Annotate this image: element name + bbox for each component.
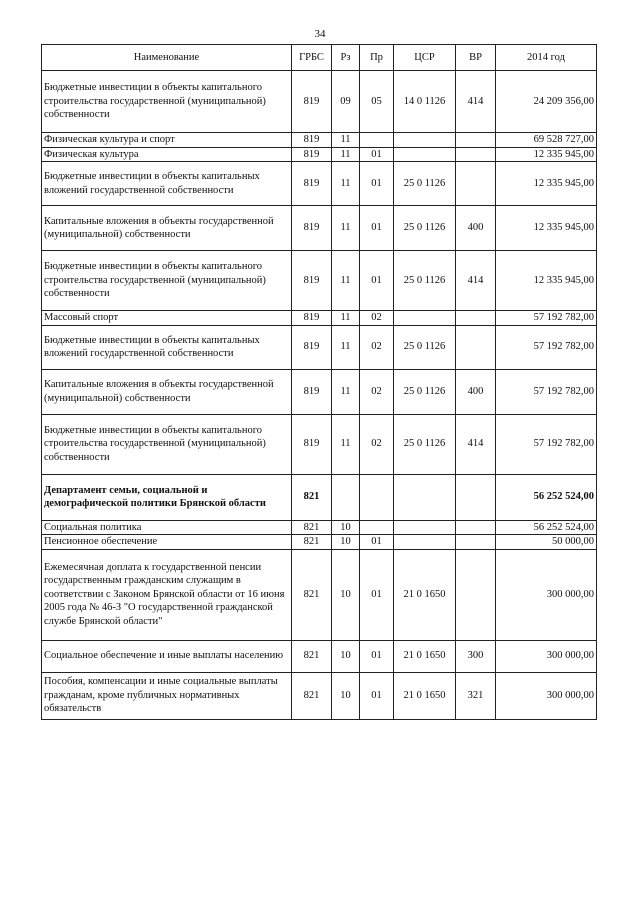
row-name: Социальная политика bbox=[42, 520, 292, 535]
row-vr: 414 bbox=[456, 414, 496, 474]
row-csr: 25 0 1126 bbox=[394, 325, 456, 369]
row-grbs: 819 bbox=[292, 414, 332, 474]
row-csr: 25 0 1126 bbox=[394, 162, 456, 206]
table-row bbox=[42, 133, 597, 148]
row-grbs: 819 bbox=[292, 162, 332, 206]
row-vr: 300 bbox=[456, 640, 496, 672]
row-pr: 01 bbox=[360, 251, 394, 311]
row-pr bbox=[360, 520, 394, 535]
row-vr bbox=[456, 474, 496, 520]
row-rz bbox=[332, 474, 360, 520]
row-grbs: 819 bbox=[292, 133, 332, 148]
row-pr: 02 bbox=[360, 325, 394, 369]
row-pr: 01 bbox=[360, 535, 394, 550]
row-grbs: 819 bbox=[292, 311, 332, 326]
row-csr: 25 0 1126 bbox=[394, 369, 456, 414]
table-row bbox=[42, 71, 597, 133]
row-pr: 02 bbox=[360, 414, 394, 474]
row-pr: 01 bbox=[360, 206, 394, 251]
row-csr: 21 0 1650 bbox=[394, 549, 456, 640]
table-row bbox=[42, 147, 597, 162]
row-name: Массовый спорт bbox=[42, 311, 292, 326]
row-csr: 21 0 1650 bbox=[394, 640, 456, 672]
row-vr bbox=[456, 133, 496, 148]
row-grbs: 819 bbox=[292, 206, 332, 251]
header-csr: ЦСР bbox=[394, 45, 456, 71]
row-amount: 50 000,00 bbox=[496, 535, 597, 550]
header-vr: ВР bbox=[456, 45, 496, 71]
row-name: Физическая культура и спорт bbox=[42, 133, 292, 148]
row-pr: 01 bbox=[360, 147, 394, 162]
row-csr bbox=[394, 520, 456, 535]
row-vr bbox=[456, 311, 496, 326]
row-rz: 10 bbox=[332, 535, 360, 550]
row-name: Бюджетные инвестиции в объекты капитального строительства государственной (муниципальной) собственности bbox=[42, 414, 292, 474]
row-name: Капитальные вложения в объекты государственной (муниципальной) собственности bbox=[42, 369, 292, 414]
row-grbs: 819 bbox=[292, 147, 332, 162]
row-name: Социальное обеспечение и иные выплаты населению bbox=[42, 640, 292, 672]
row-csr bbox=[394, 474, 456, 520]
row-amount: 57 192 782,00 bbox=[496, 311, 597, 326]
row-amount: 57 192 782,00 bbox=[496, 325, 597, 369]
row-name: Физическая культура bbox=[42, 147, 292, 162]
table-row bbox=[42, 474, 597, 520]
row-vr bbox=[456, 325, 496, 369]
row-rz: 11 bbox=[332, 311, 360, 326]
row-name: Департамент семьи, социальной и демографической политики Брянской области bbox=[42, 474, 292, 520]
row-grbs: 821 bbox=[292, 520, 332, 535]
row-amount: 300 000,00 bbox=[496, 640, 597, 672]
row-grbs: 819 bbox=[292, 71, 332, 133]
row-amount: 24 209 356,00 bbox=[496, 71, 597, 133]
row-name: Бюджетные инвестиции в объекты капитального строительства государственной (муниципальной) собственности bbox=[42, 251, 292, 311]
row-rz: 11 bbox=[332, 369, 360, 414]
header-year: 2014 год bbox=[496, 45, 597, 71]
row-vr bbox=[456, 520, 496, 535]
row-csr: 21 0 1650 bbox=[394, 672, 456, 719]
row-name: Пенсионное обеспечение bbox=[42, 535, 292, 550]
row-grbs: 821 bbox=[292, 640, 332, 672]
row-grbs: 821 bbox=[292, 549, 332, 640]
table-row bbox=[42, 325, 597, 369]
row-csr: 25 0 1126 bbox=[394, 414, 456, 474]
row-pr: 01 bbox=[360, 162, 394, 206]
row-pr: 01 bbox=[360, 640, 394, 672]
header-name: Наименование bbox=[42, 45, 292, 71]
row-amount: 12 335 945,00 bbox=[496, 147, 597, 162]
header-rz: Рз bbox=[332, 45, 360, 71]
row-grbs: 819 bbox=[292, 369, 332, 414]
table-header-row bbox=[42, 45, 597, 71]
row-pr bbox=[360, 133, 394, 148]
row-amount: 12 335 945,00 bbox=[496, 162, 597, 206]
row-vr: 400 bbox=[456, 206, 496, 251]
row-csr: 25 0 1126 bbox=[394, 206, 456, 251]
row-rz: 11 bbox=[332, 325, 360, 369]
row-csr bbox=[394, 311, 456, 326]
row-rz: 10 bbox=[332, 672, 360, 719]
row-rz: 11 bbox=[332, 251, 360, 311]
row-grbs: 821 bbox=[292, 535, 332, 550]
row-pr: 02 bbox=[360, 311, 394, 326]
table-row bbox=[42, 251, 597, 311]
row-name: Бюджетные инвестиции в объекты капитальных вложений государственной собственности bbox=[42, 325, 292, 369]
table-row bbox=[42, 535, 597, 550]
header-pr: Пр bbox=[360, 45, 394, 71]
table-row bbox=[42, 640, 597, 672]
row-name: Ежемесячная доплата к государственной пенсии государственным гражданским служащим в соответствии с Законом Брянской области от 16 июня 2005 года № 46-З "О государственной гражданской службе Брянской области" bbox=[42, 549, 292, 640]
table-row bbox=[42, 549, 597, 640]
row-pr: 01 bbox=[360, 549, 394, 640]
row-vr bbox=[456, 549, 496, 640]
row-vr: 414 bbox=[456, 71, 496, 133]
row-rz: 11 bbox=[332, 206, 360, 251]
row-pr: 02 bbox=[360, 369, 394, 414]
row-pr: 05 bbox=[360, 71, 394, 133]
row-grbs: 819 bbox=[292, 325, 332, 369]
row-rz: 09 bbox=[332, 71, 360, 133]
row-rz: 11 bbox=[332, 414, 360, 474]
row-csr: 25 0 1126 bbox=[394, 251, 456, 311]
row-rz: 10 bbox=[332, 549, 360, 640]
row-csr bbox=[394, 147, 456, 162]
row-amount: 300 000,00 bbox=[496, 549, 597, 640]
table-row bbox=[42, 162, 597, 206]
table-row bbox=[42, 369, 597, 414]
row-rz: 10 bbox=[332, 520, 360, 535]
row-name: Пособия, компенсации и иные социальные выплаты гражданам, кроме публичных нормативных обязательств bbox=[42, 672, 292, 719]
table-row bbox=[42, 520, 597, 535]
row-amount: 300 000,00 bbox=[496, 672, 597, 719]
row-name: Капитальные вложения в объекты государственной (муниципальной) собственности bbox=[42, 206, 292, 251]
row-amount: 69 528 727,00 bbox=[496, 133, 597, 148]
row-vr bbox=[456, 147, 496, 162]
row-amount: 57 192 782,00 bbox=[496, 414, 597, 474]
row-rz: 10 bbox=[332, 640, 360, 672]
row-grbs: 821 bbox=[292, 672, 332, 719]
row-amount: 12 335 945,00 bbox=[496, 206, 597, 251]
row-pr bbox=[360, 474, 394, 520]
row-vr bbox=[456, 162, 496, 206]
row-vr bbox=[456, 535, 496, 550]
row-csr bbox=[394, 535, 456, 550]
table-row bbox=[42, 206, 597, 251]
row-pr: 01 bbox=[360, 672, 394, 719]
header-grbs: ГРБС bbox=[292, 45, 332, 71]
table-row bbox=[42, 414, 597, 474]
row-vr: 414 bbox=[456, 251, 496, 311]
row-name: Бюджетные инвестиции в объекты капитальных вложений государственной собственности bbox=[42, 162, 292, 206]
page-number: 34 bbox=[314, 28, 326, 40]
row-name: Бюджетные инвестиции в объекты капитального строительства государственной (муниципальной) собственности bbox=[42, 71, 292, 133]
row-rz: 11 bbox=[332, 147, 360, 162]
row-vr: 400 bbox=[456, 369, 496, 414]
table-row bbox=[42, 311, 597, 326]
table-row bbox=[42, 672, 597, 719]
row-csr bbox=[394, 133, 456, 148]
row-rz: 11 bbox=[332, 133, 360, 148]
row-rz: 11 bbox=[332, 162, 360, 206]
row-amount: 56 252 524,00 bbox=[496, 520, 597, 535]
row-vr: 321 bbox=[456, 672, 496, 719]
row-amount: 57 192 782,00 bbox=[496, 369, 597, 414]
row-csr: 14 0 1126 bbox=[394, 71, 456, 133]
row-grbs: 819 bbox=[292, 251, 332, 311]
row-amount: 56 252 524,00 bbox=[496, 474, 597, 520]
row-grbs: 821 bbox=[292, 474, 332, 520]
budget-table bbox=[41, 44, 597, 720]
row-amount: 12 335 945,00 bbox=[496, 251, 597, 311]
